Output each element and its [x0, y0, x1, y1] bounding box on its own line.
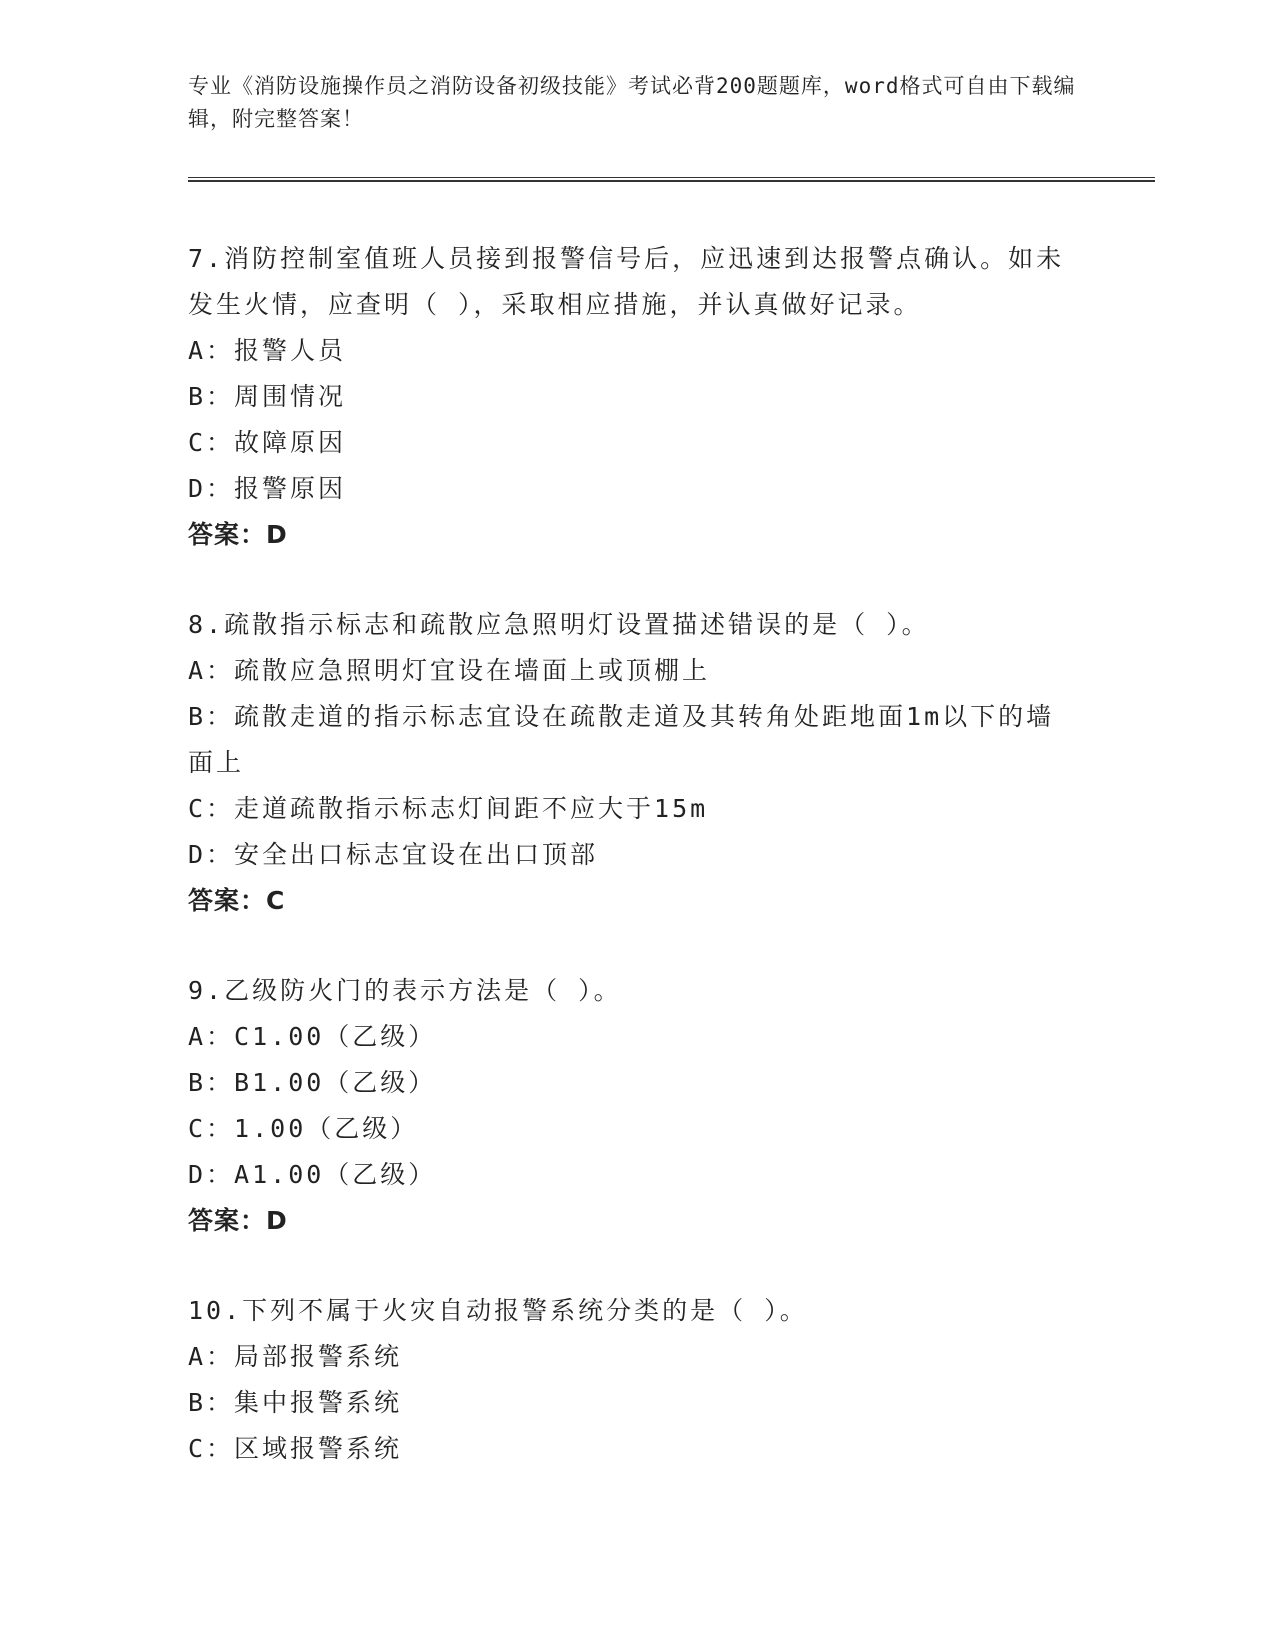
option-d: D：A1.00（乙级） — [188, 1160, 437, 1189]
answer: 答案：C — [188, 886, 286, 915]
option-c: C：故障原因 — [188, 428, 347, 457]
document-header: 专业《消防设施操作员之消防设备初级技能》考试必背200题题库，word格式可自由下载编辑，附完整答案！ — [188, 74, 1076, 131]
option-a: A：疏散应急照明灯宜设在墙面上或顶棚上 — [188, 656, 711, 685]
header-divider — [188, 177, 1155, 183]
option-b: B：B1.00（乙级） — [188, 1068, 437, 1097]
question-7 — [188, 236, 1068, 558]
question-list — [188, 236, 1068, 1516]
question-8 — [188, 602, 1068, 924]
question-stem: 9.乙级防火门的表示方法是（ ）。 — [188, 976, 622, 1005]
answer: 答案：D — [188, 520, 288, 549]
option-c: C：1.00（乙级） — [188, 1114, 419, 1143]
option-a: A：局部报警系统 — [188, 1342, 403, 1371]
option-b: B：疏散走道的指示标志宜设在疏散走道及其转角处距地面1m以下的墙面上 — [188, 702, 1055, 777]
header-divider-thick — [188, 180, 1155, 182]
option-c: C：区域报警系统 — [188, 1434, 403, 1463]
option-b: B：集中报警系统 — [188, 1388, 403, 1417]
option-a: A：C1.00（乙级） — [188, 1022, 437, 1051]
option-d: D：报警原因 — [188, 474, 347, 503]
option-b: B：周围情况 — [188, 382, 347, 411]
answer: 答案：D — [188, 1206, 288, 1235]
question-9 — [188, 968, 1068, 1244]
option-d: D：安全出口标志宜设在出口顶部 — [188, 840, 599, 869]
question-stem: 7.消防控制室值班人员接到报警信号后，应迅速到达报警点确认。如未发生火情，应查明（ ），采取相应措施，并认真做好记录。 — [188, 244, 1065, 319]
option-c: C：走道疏散指示标志灯间距不应大于15m — [188, 794, 709, 823]
question-stem: 8.疏散指示标志和疏散应急照明灯设置描述错误的是（ ）。 — [188, 610, 930, 639]
question-10 — [188, 1288, 1068, 1472]
header-divider-thin — [188, 177, 1155, 178]
question-stem: 10.下列不属于火灾自动报警系统分类的是（ ）。 — [188, 1296, 808, 1325]
option-a: A：报警人员 — [188, 336, 347, 365]
